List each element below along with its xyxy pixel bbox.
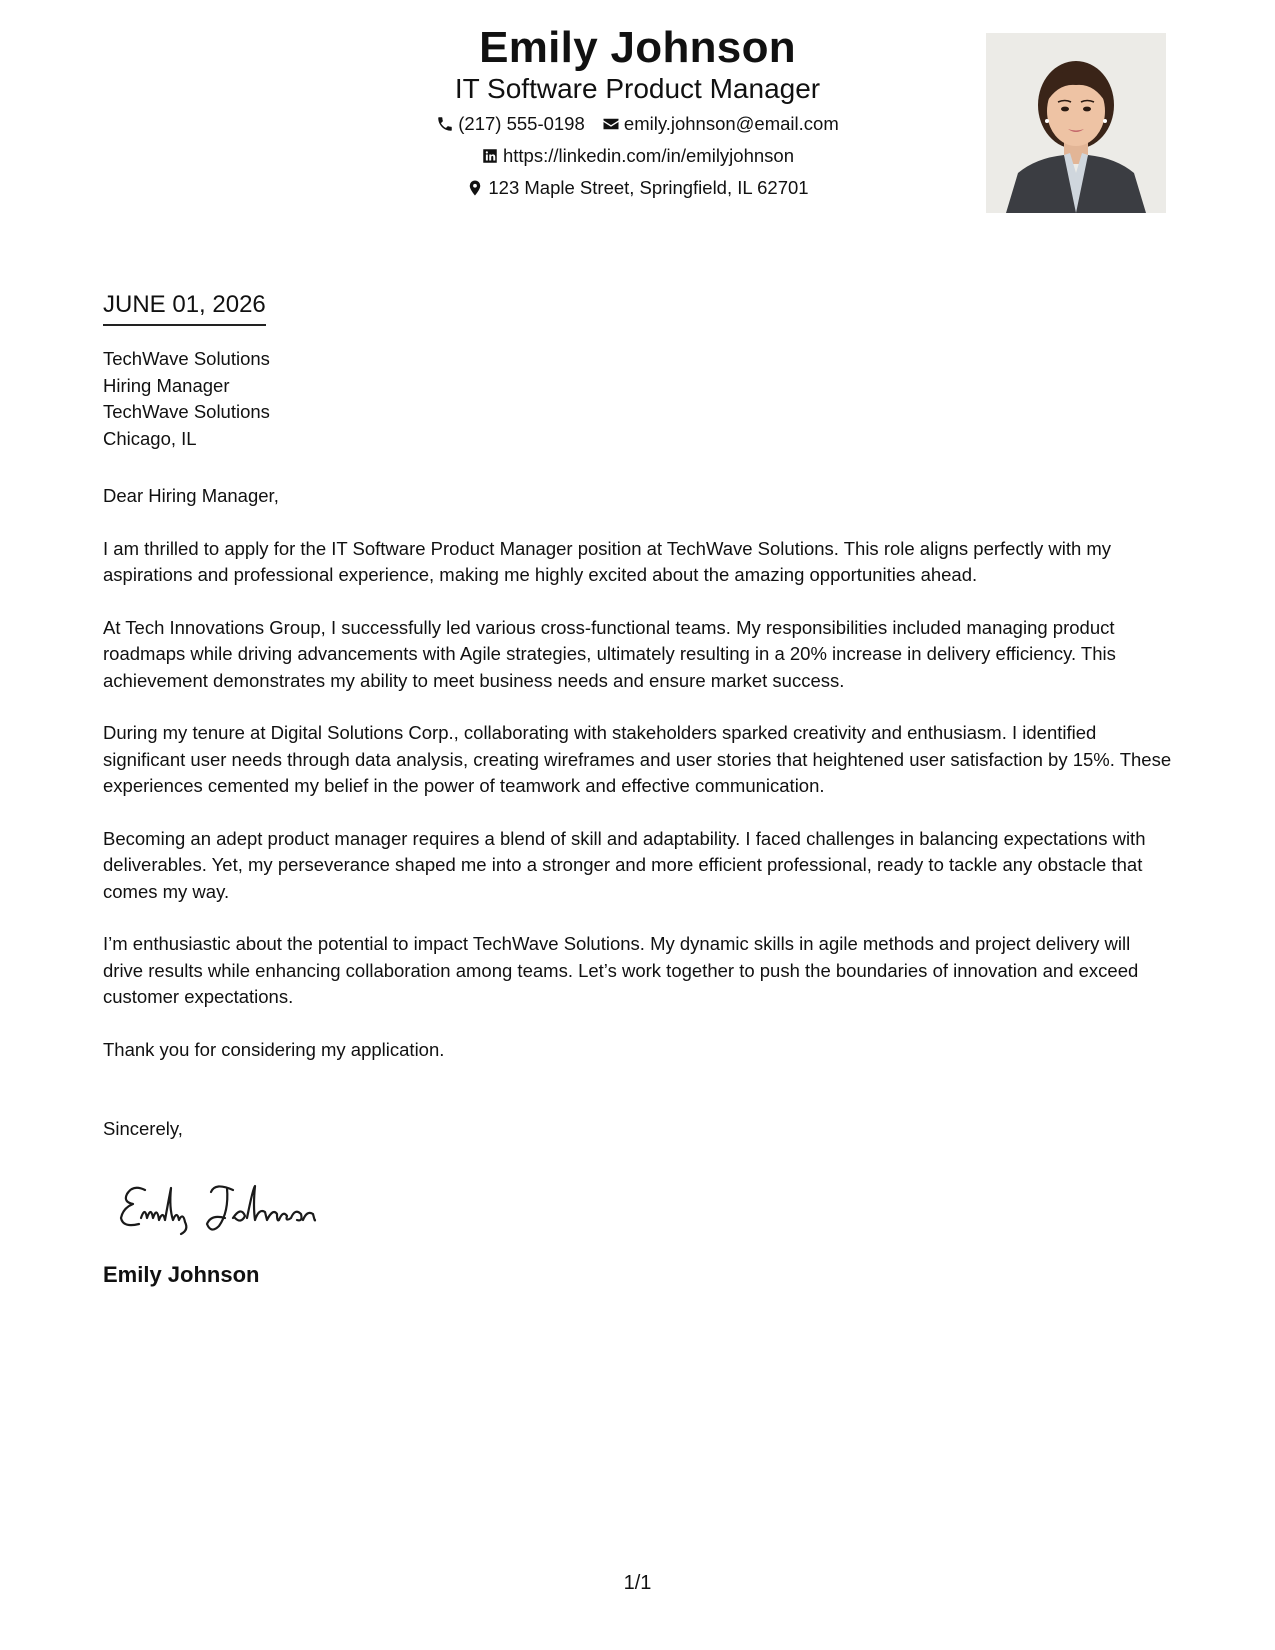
body-paragraph: Thank you for considering my application.	[103, 1038, 445, 1060]
letter-body	[103, 483, 1173, 1089]
recipient-block	[103, 346, 270, 452]
applicant-name: Emily Johnson	[479, 23, 796, 72]
body-paragraph: Becoming an adept product manager requires a blend of skill and adaptability. I faced challenges in balancing expectations with deliverables. Yet, my perseverance shaped me into a stronger and more efficient professional, ready to tackle any obstacle that comes my way.	[103, 827, 1146, 902]
map-pin-icon	[466, 179, 484, 197]
signer-name: Emily Johnson	[103, 1262, 260, 1287]
profile-photo	[986, 33, 1166, 213]
address-text: 123 Maple Street, Springfield, IL 62701	[488, 177, 809, 198]
linkedin-icon	[481, 147, 499, 165]
salutation: Dear Hiring Manager,	[103, 485, 279, 506]
recipient-company-2: TechWave Solutions	[103, 401, 270, 422]
body-paragraph: During my tenure at Digital Solutions Corp., collaborating with stakeholders sparked creativity and enthusiasm. I identified significant user needs through data analysis, creating wireframes and user stories that heightened user satisfaction by 15%. These experiences cemented my belief in the power of teamwork and effective communication.	[103, 722, 1172, 796]
letter-header	[0, 0, 1275, 240]
applicant-title: IT Software Product Manager	[454, 73, 821, 104]
handwritten-signature	[115, 1168, 355, 1238]
address-contact	[466, 176, 808, 200]
closing: Sincerely,	[103, 1118, 183, 1139]
body-paragraph: At Tech Innovations Group, I successfully led various cross-functional teams. My responsibilities included managing product roadmaps while driving advancements with Agile strategies, ultimately resulting in a 20% increase in delivery efficiency. This achievement demonstrates my ability to meet business needs and ensure market success.	[103, 616, 1116, 691]
linkedin-text: https://linkedin.com/in/emilyjohnson	[502, 145, 794, 166]
linkedin-contact[interactable]	[481, 144, 794, 168]
phone-icon	[436, 115, 454, 133]
body-paragraph: I’m enthusiastic about the potential to impact TechWave Solutions. My dynamic skills in agile methods and project delivery will drive results while enhancing collaboration among teams. Let’s work together to push the boundaries of innovation and exceed customer expectations.	[103, 933, 1139, 1007]
letter-date: JUNE 01, 2026	[103, 290, 266, 326]
recipient-company: TechWave Solutions	[103, 348, 270, 369]
email-contact[interactable]	[602, 112, 839, 136]
phone-text: (217) 555-0198	[458, 113, 585, 134]
body-paragraph: I am thrilled to apply for the IT Software Product Manager position at TechWave Solutions. This role aligns perfectly with my aspirations and professional experience, making me highly excited about the amazing opportunities ahead.	[103, 537, 1112, 585]
recipient-location: Chicago, IL	[103, 427, 197, 449]
email-text: emily.johnson@email.com	[623, 113, 839, 134]
phone-contact[interactable]	[436, 112, 585, 136]
envelope-icon	[602, 115, 620, 133]
recipient-name: Hiring Manager	[103, 374, 230, 396]
page-number: 1/1	[623, 1572, 652, 1594]
